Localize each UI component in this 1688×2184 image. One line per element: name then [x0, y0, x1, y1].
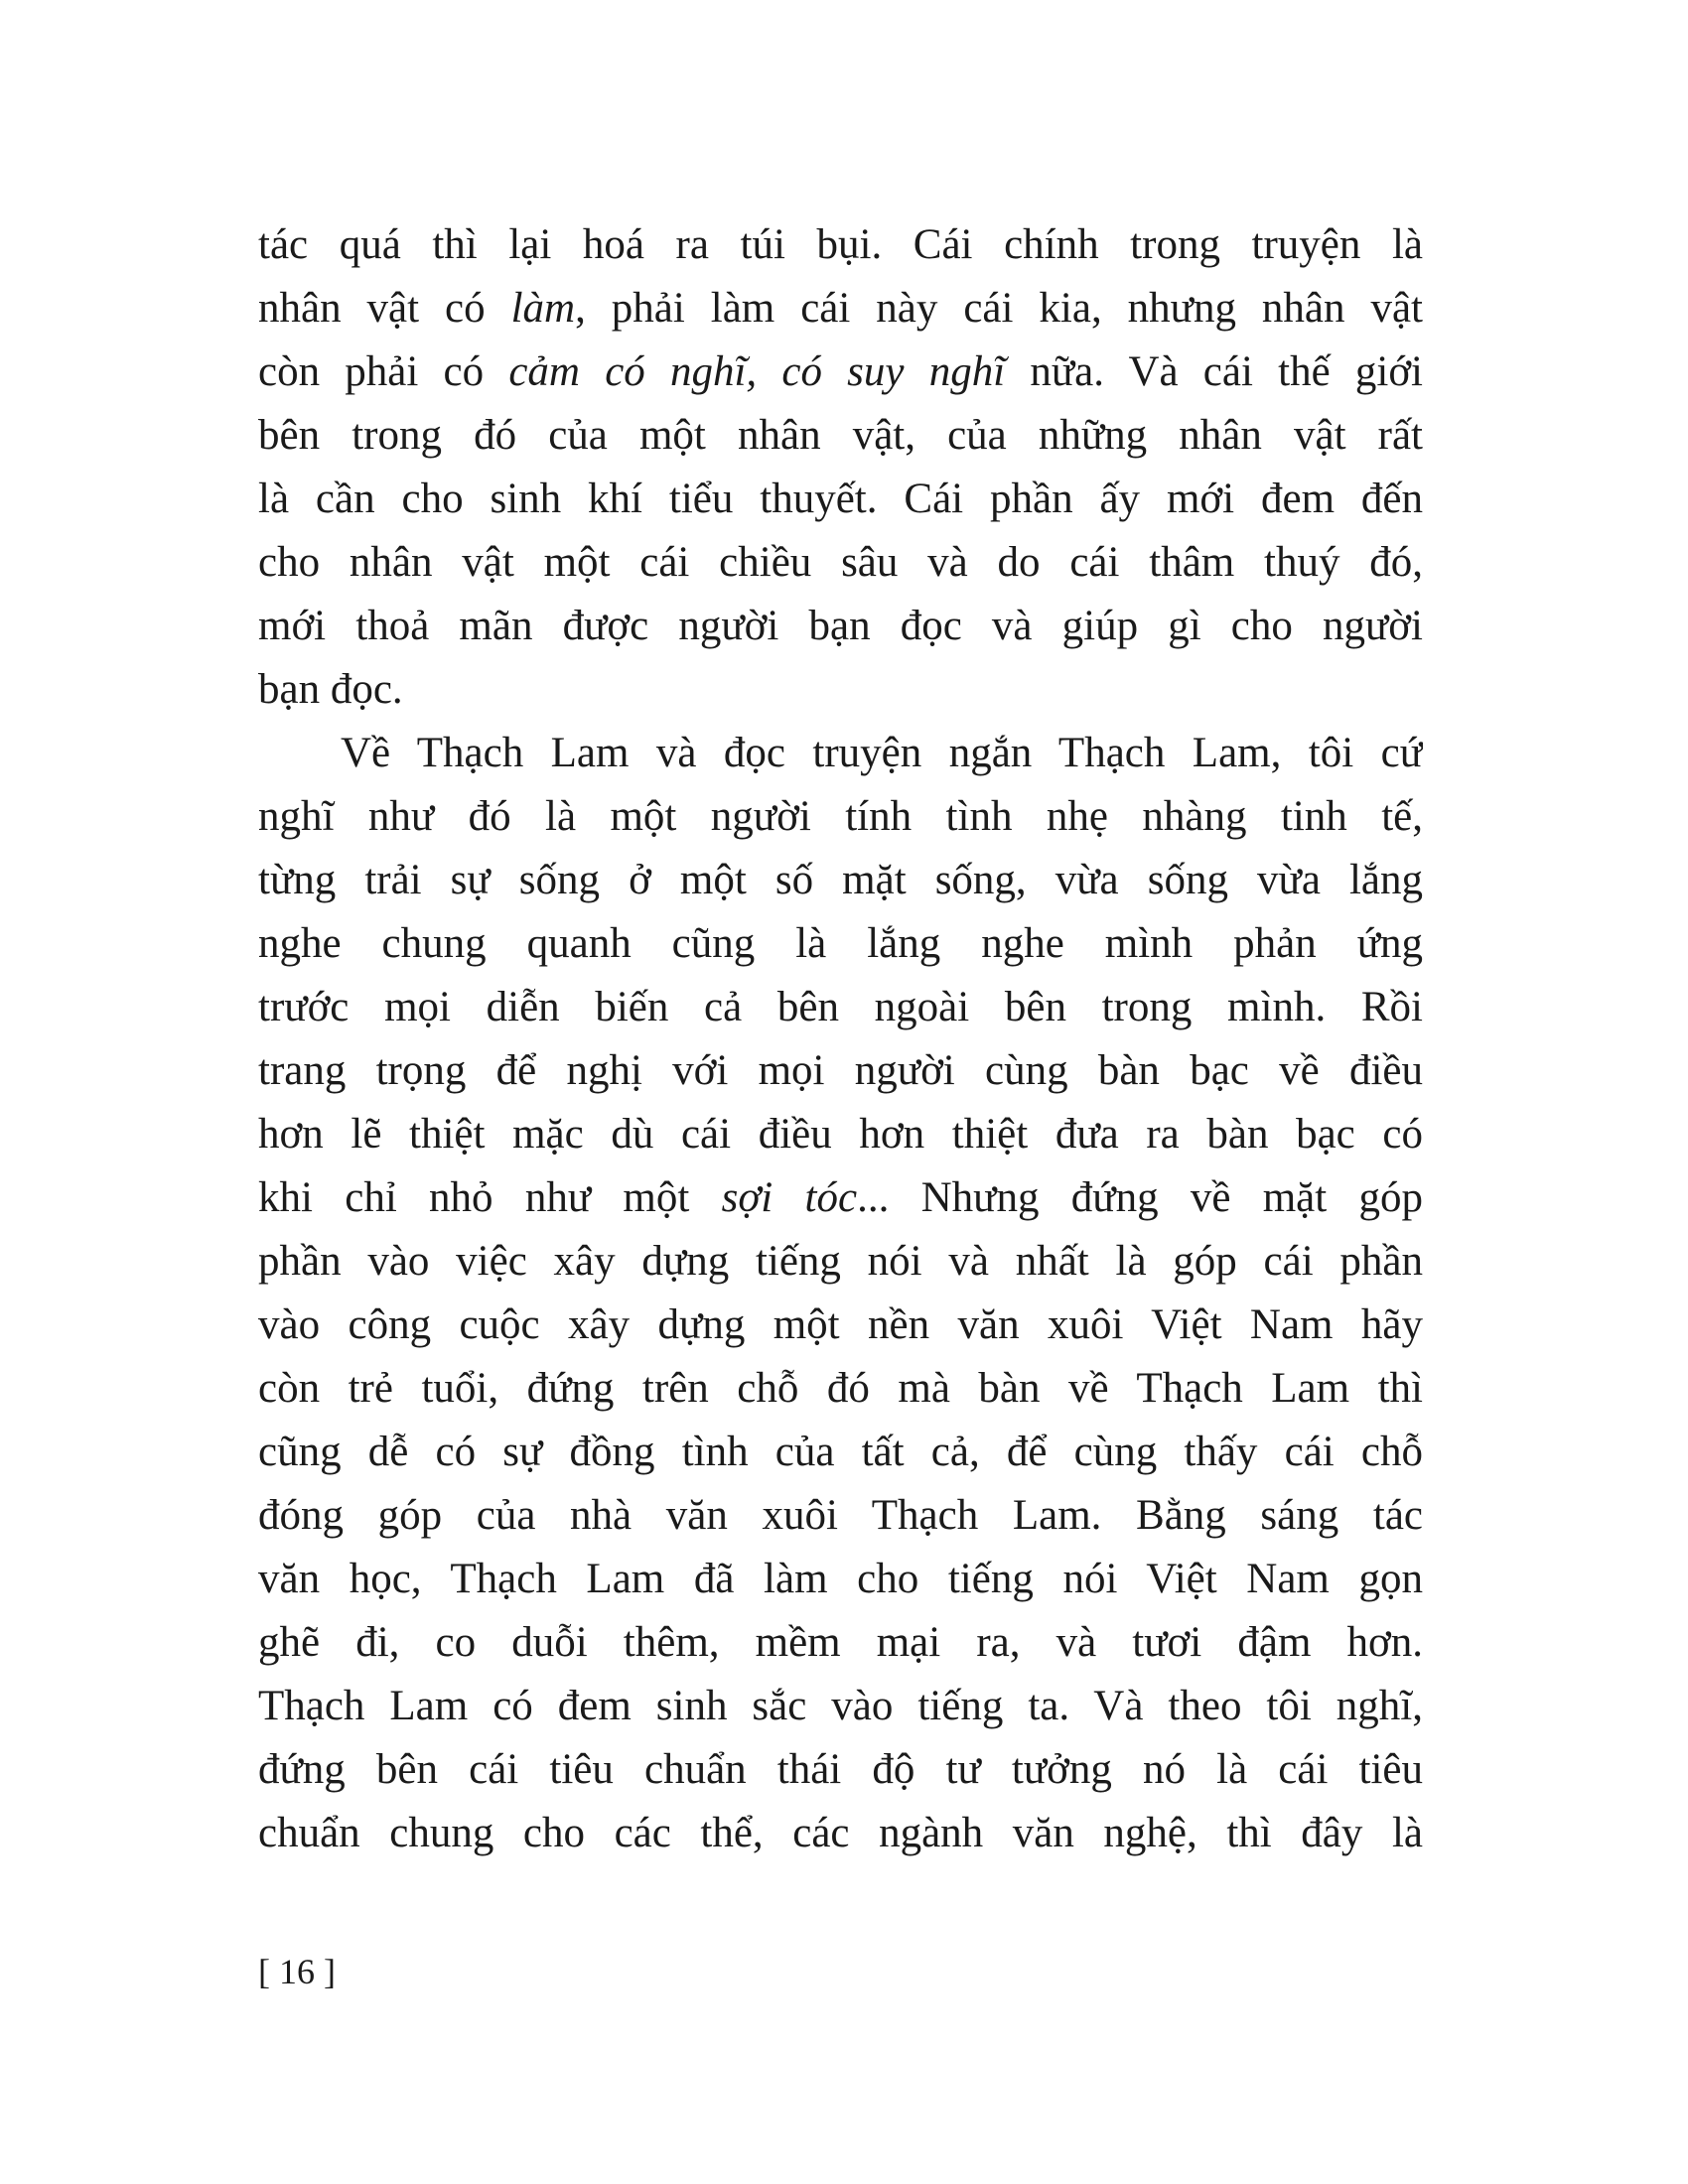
text-segment: còn phải có [258, 348, 509, 395]
paragraph [258, 213, 1423, 722]
text-line [258, 213, 1423, 277]
text-segment: phần vào việc xây dựng tiếng nói và nhất là góp cái phần [258, 1238, 1423, 1285]
text-segment: , phải làm cái này cái kia, nhưng nhân vật [575, 285, 1423, 332]
text-segment: văn học, Thạch Lam đã làm cho tiếng nói Việt Nam gọn [258, 1556, 1423, 1602]
text-line [258, 1103, 1423, 1166]
text-line [258, 912, 1423, 976]
text-line [258, 277, 1423, 341]
text-segment: nhân vật có [258, 285, 511, 332]
text-line [258, 1421, 1423, 1484]
text-segment: Về Thạch Lam và đọc truyện ngắn Thạch Lam, tôi cứ [341, 730, 1423, 776]
text-segment: đứng bên cái tiêu chuẩn thái độ tư tưởng nó là cái tiêu [258, 1746, 1423, 1793]
text-line [258, 595, 1423, 658]
text-line [258, 468, 1423, 531]
text-segment: là cần cho sinh khí tiểu thuyết. Cái phần ấy mới đem đến [258, 476, 1423, 522]
text-segment: nữa. Và cái thế giới [1005, 348, 1423, 395]
text-segment: cũng dễ có sự đồng tình của tất cả, để cùng thấy cái chỗ [258, 1429, 1423, 1475]
text-line [258, 404, 1423, 468]
text-segment: còn trẻ tuổi, đứng trên chỗ đó mà bàn về Thạch Lam thì [258, 1365, 1423, 1412]
text-line [258, 1611, 1423, 1675]
text-line [258, 1230, 1423, 1294]
text-line [258, 531, 1423, 595]
text-line [258, 722, 1423, 785]
text-line [258, 658, 1423, 722]
text-segment: hơn lẽ thiệt mặc dù cái điều hơn thiệt đưa ra bàn bạc có [258, 1111, 1423, 1158]
text-line [258, 1294, 1423, 1357]
text-line [258, 1548, 1423, 1611]
text-line [258, 1802, 1423, 1865]
text-segment: trước mọi diễn biến cả bên ngoài bên trong mình. Rồi [258, 984, 1423, 1030]
paragraph [258, 722, 1423, 1865]
page-number: [ 16 ] [258, 1952, 336, 1991]
body-text [258, 213, 1423, 1865]
text-line [258, 849, 1423, 912]
text-line [258, 1357, 1423, 1421]
text-segment: Thạch Lam có đem sinh sắc vào tiếng ta. Và theo tôi nghĩ, [258, 1683, 1423, 1729]
text-line [258, 1738, 1423, 1802]
text-segment: khi chỉ nhỏ như một [258, 1174, 722, 1221]
text-line [258, 976, 1423, 1039]
text-segment: cho nhân vật một cái chiều sâu và do cái thâm thuý đó, [258, 539, 1423, 586]
text-segment: mới thoả mãn được người bạn đọc và giúp gì cho người [258, 603, 1423, 649]
text-line [258, 1675, 1423, 1738]
text-segment: nghe chung quanh cũng là lắng nghe mình phản ứng [258, 920, 1423, 967]
text-segment: ghẽ đi, co duỗi thêm, mềm mại ra, và tươi đậm hơn. [258, 1619, 1423, 1666]
italic-text: sợi tóc [721, 1174, 858, 1221]
text-segment: từng trải sự sống ở một số mặt sống, vừa sống vừa lắng [258, 857, 1423, 903]
text-segment: bạn đọc. [258, 666, 403, 713]
italic-text: làm [510, 285, 576, 332]
text-line [258, 1039, 1423, 1103]
text-segment: nghĩ như đó là một người tính tình nhẹ nhàng tinh tế, [258, 793, 1423, 840]
text-segment: vào công cuộc xây dựng một nền văn xuôi Việt Nam hãy [258, 1301, 1423, 1348]
text-segment: trang trọng để nghị với mọi người cùng bàn bạc về điều [258, 1047, 1423, 1094]
text-segment: chuẩn chung cho các thể, các ngành văn nghệ, thì đây là [258, 1810, 1423, 1856]
text-line [258, 341, 1423, 404]
text-line [258, 1166, 1423, 1230]
italic-text: cảm có nghĩ, có suy nghĩ [508, 348, 1006, 395]
text-line [258, 785, 1423, 849]
text-segment: bên trong đó của một nhân vật, của những nhân vật rất [258, 412, 1423, 459]
text-segment: tác quá thì lại hoá ra túi bụi. Cái chính trong truyện là [258, 221, 1423, 268]
text-segment: ... Nhưng đứng về mặt góp [857, 1174, 1423, 1221]
text-segment: đóng góp của nhà văn xuôi Thạch Lam. Bằng sáng tác [258, 1492, 1423, 1539]
text-line [258, 1484, 1423, 1548]
